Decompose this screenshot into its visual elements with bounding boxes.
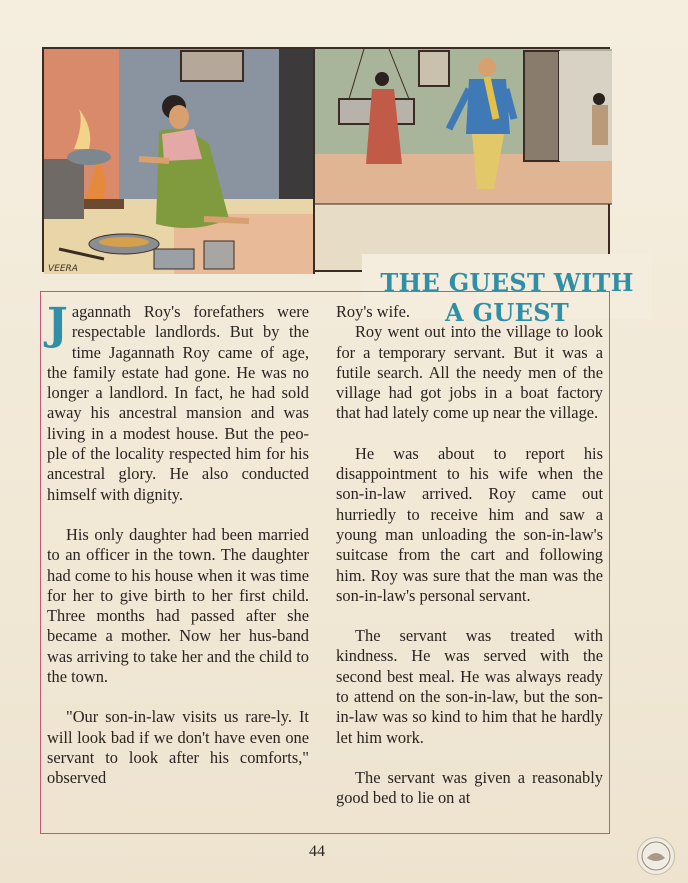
paragraph: He was about to report his disappointment to his wife when the son-in-law arrived. Roy came out hurriedly to receive him and saw a young man unloading the son-in-law's suitcase from the cart and following him. Roy was sure that the man was the son-in-law's personal servant. — [336, 443, 603, 605]
paragraph: The servant was treated with kindness. He was served with the second best meal. He was always ready to attend on the son-in-law, but the son-in-law was so kind to him that he hardly let him work. — [336, 626, 603, 747]
right-column — [336, 302, 603, 809]
paragraph: Roy's wife. — [336, 302, 410, 321]
drop-cap: J — [47, 299, 68, 350]
story-title-line1: THE GUEST WITH — [380, 268, 634, 297]
illustration-art — [44, 49, 612, 274]
paragraph: His only daughter had been married to an officer in the town. The daughter had come to his house when it was time for her to give birth to her first child. Three months had passed after she became a mother. Now her hus-band was arriving to take her and the child to the town. — [47, 524, 309, 687]
page-number: 44 — [309, 843, 325, 860]
story-title-line2: A GUEST — [445, 298, 569, 327]
left-column — [47, 299, 309, 789]
paragraph: "Our son-in-law visits us rare-ly. It will look bad if we don't have even one servant to look after his comforts," observed — [47, 707, 309, 788]
artist-signature: VEERA — [48, 264, 78, 274]
paragraph-text: agannath Roy's forefathers were respectable landlords. But by the time Jagannath Roy came of age, the family estate had gone. He was no longer a landlord. In fact, he had sold away his ancestral mansion and was living in a modest house. But the peo-ple of the locality respected him for his ancestral glory. He also conducted himself with dignity. — [47, 302, 309, 504]
paragraph: Roy went out into the village to look for a temporary servant. But it was a futile search. All the needy men of the village had got jobs in a boat factory that had lately come up near the village. — [336, 322, 603, 423]
publisher-logo-icon — [637, 837, 675, 875]
paragraph — [47, 299, 309, 505]
paragraph: The servant was given a reasonably good bed to lie on at — [336, 767, 603, 808]
